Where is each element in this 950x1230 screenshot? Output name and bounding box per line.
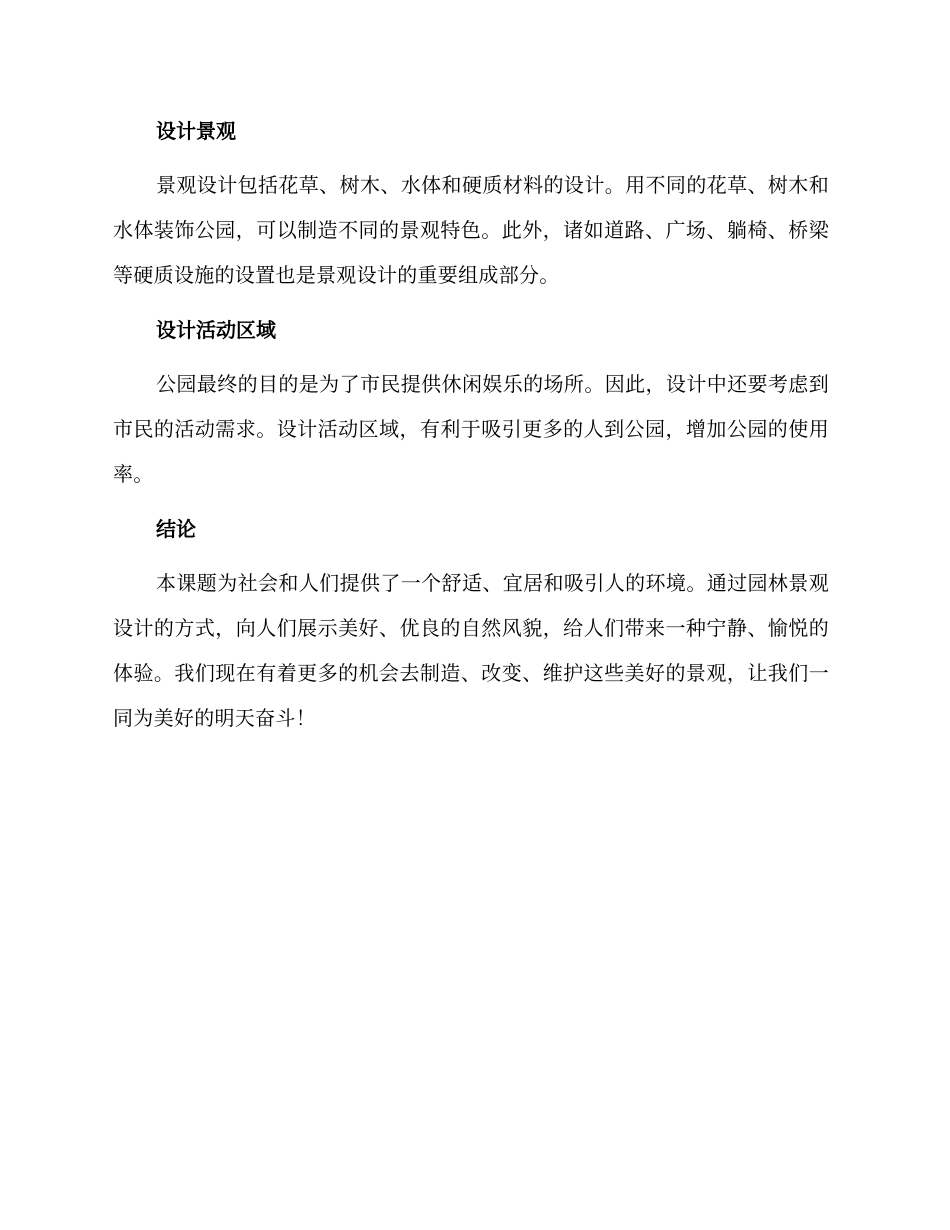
section-heading-conclusion: 结论	[156, 517, 196, 541]
section-paragraph-conclusion: 本课题为社会和人们提供了一个舒适、宜居和吸引人的环境。通过园林景观设计的方式，向人们展示美好、优良的自然风貌，给人们带来一种宁静、愉悦的体验。我们现在有着更多的机会去制造、改变、维护这些美好的景观，让我们一同为美好的明天奋斗！	[113, 571, 829, 730]
section-paragraph-activity-area: 公园最终的目的是为了市民提供休闲娱乐的场所。因此，设计中还要考虑到市民的活动需求。设计活动区域，有利于吸引更多的人到公园，增加公园的使用率。	[113, 372, 829, 486]
section-heading-landscape: 设计景观	[156, 119, 236, 143]
section-heading-activity-area: 设计活动区域	[156, 318, 276, 342]
section-paragraph-landscape: 景观设计包括花草、树木、水体和硬质材料的设计。用不同的花草、树木和水体装饰公园，可以制造不同的景观特色。此外，诸如道路、广场、躺椅、桥梁等硬质设施的设置也是景观设计的重要组成部分。	[113, 173, 829, 287]
document-page	[113, 111, 829, 753]
